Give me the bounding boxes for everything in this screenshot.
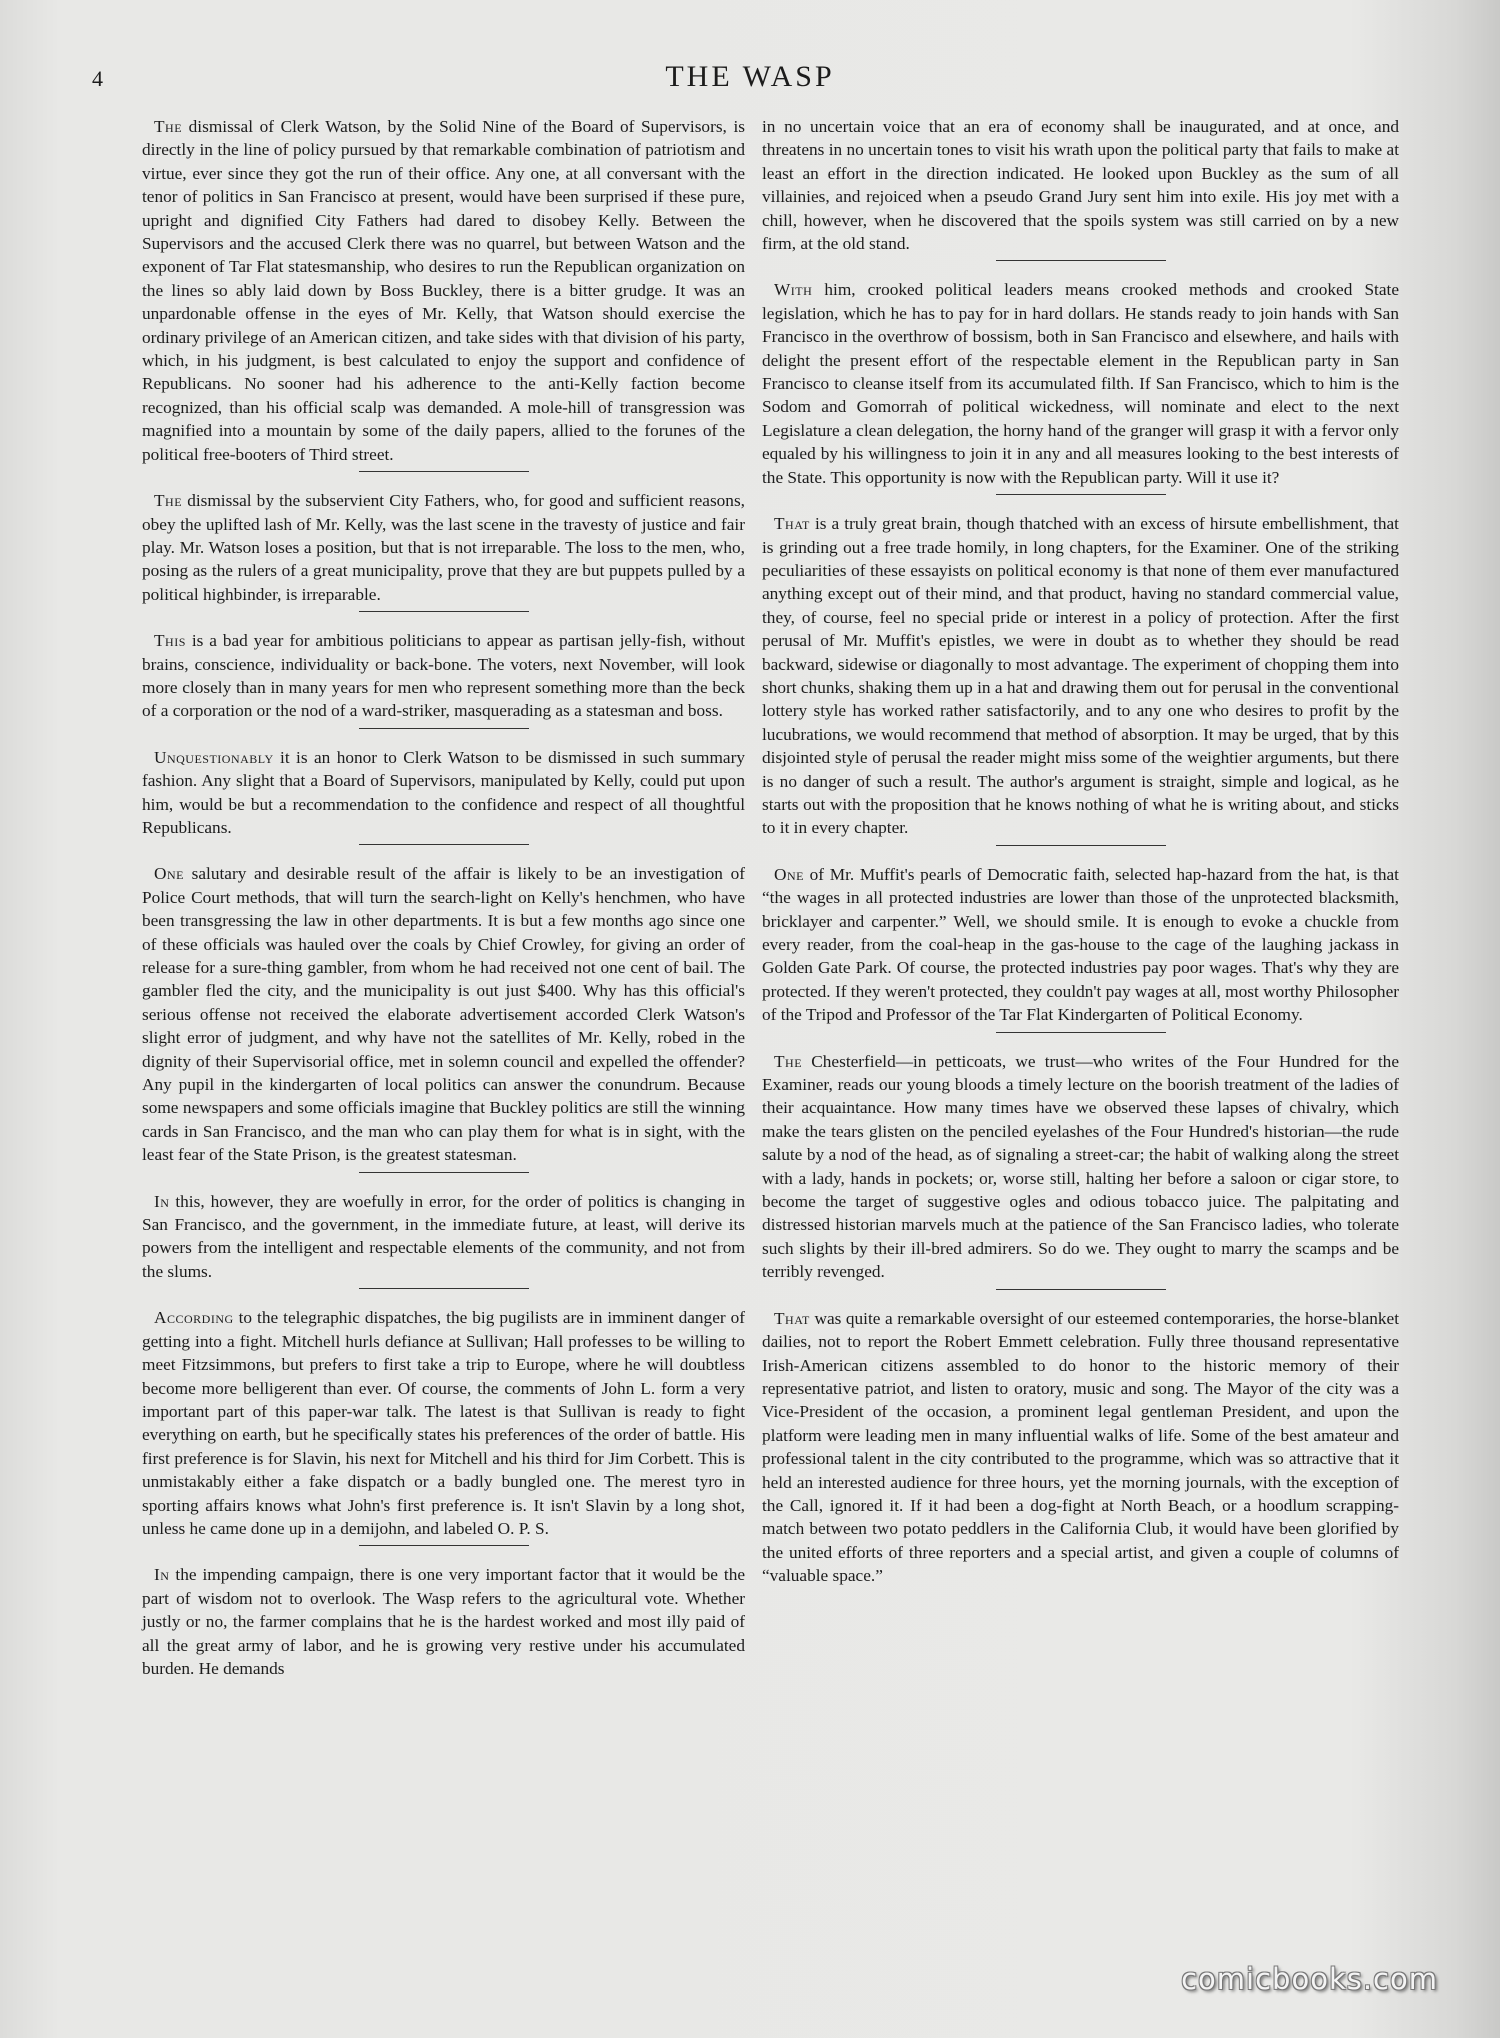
- paragraph-lead: With: [774, 280, 813, 300]
- paragraph-text: is a bad year for ambitious politicians to appear as partisan jelly-fish, without brains, conscience, individuality or back-bone. The voters, next November, will look more closely than in many years for men who represent something more than the beck of a corporation or the nod of a ward-striker, masquerading as a statesman and boss.: [142, 631, 745, 721]
- paragraph-text: was quite a remarkable oversight of our esteemed contemporaries, the horse-blanket dailies, not to report the Robert Emmett celebration. Fully three thousand representative Irish-American citizens assembled to do honor to the historic memory of their representative patriot, and listen to oratory, music and song. The Mayor of the city was a Vice-President of the occasion, a prominent legal gentleman President, and upon the platform were leading men in many influential walks of life. Some of the best amateur and professional talent in the city contributed to the programme, which was so attractive that it held an interested audience for three hours, yet the morning journals, with the exception of the Call, ignored it. If it had been a dog-fight at North Beach, or a hoodlum scrapping-match between two potato peddlers in the California Club, it would have been glorified by the united efforts of three reporters and a special artist, and given a couple of columns of “valuable space.”: [762, 1308, 1399, 1586]
- paragraph-text: dismissal by the subservient City Fathers, who, for good and sufficient reasons, obey the uplifted lash of Mr. Kelly, was the last scene in the travesty of justice and fair play. Mr. Watson loses a position, but that is not irreparable. The loss to the men, who, posing as the rulers of a great municipality, prove that they are but puppets pulled by a political highbinder, is irreparable.: [142, 491, 745, 604]
- paragraph-text: in no uncertain voice that an era of economy shall be inaugurated, and at once, and threatens in no uncertain tones to visit his wrath upon the political party that fails to make at least an effort in the direction indicated. He looked upon Buckley as the sum of all villainies, and rejoiced when a pseudo Grand Jury sent him into exile. His joy met with a chill, however, when he discovered that the spoils system was still carried on by a new firm, at the old stand.: [762, 117, 1399, 254]
- paragraph-lead: That: [774, 514, 810, 534]
- paragraph: [142, 1306, 745, 1540]
- paragraph-text: him, crooked political leaders means crooked methods and crooked State legislation, which he has to pay for in hard dollars. He stands ready to join hands with San Francisco in the overthrow of bossism, both in San Francisco and elsewhere, and hails with delight the present effort of the respectable element in the Republican party in San Francisco to cleanse itself from its accumulated filth. If San Francisco, which to him is the Sodom and Gomorrah of political wickedness, will nominate and elect to the next Legislature a clean delegation, the horny hand of the granger will grasp it with a fervor only equaled by his willingness to join it in any and all measures looking to the best interests of the State. This opportunity is now with the Republican party. Will it use it?: [762, 280, 1399, 487]
- section-rule: [996, 260, 1166, 261]
- paragraph: [142, 746, 745, 840]
- paragraph: [142, 862, 745, 1166]
- paragraph-text: salutary and desirable result of the affair is likely to be an investigation of Police Court methods, that will turn the search-light on Kelly's henchmen, who have been transgressing the law in other departments. It is but a few months ago since one of these officials was hauled over the coals by Chief Crowley, for giving an order of release for a sure-thing gambler, from whom he had received not one cent of bail. The gambler fled the city, and the municipality is out just $400. Why has this official's serious offense not received the elaborate advertisement accorded Clerk Watson's slight error of judgment, and why have not the satellites of Mr. Kelly, robed in the dignity of their Supervisorial office, met in solemn council and expelled the offender? Any pupil in the kindergarten of local politics can answer the conundrum. Because some newspapers and some officials imagine that Buckley politics are still the winning cards in San Francisco, and the man who can play them for what is in sight, with the least fear of the State Prison, is the greatest statesman.: [142, 864, 745, 1165]
- paragraph: [142, 1190, 745, 1284]
- masthead: THE WASP: [665, 60, 835, 93]
- section-rule: [359, 1288, 529, 1289]
- paragraph: [142, 629, 745, 723]
- paragraph-text: dismissal of Clerk Watson, by the Solid Nine of the Board of Supervisors, is directly in the line of policy pursued by that remarkable combination of patriotism and virtue, ever since they got the run of their office. Any one, at all conversant with the tenor of politics in San Francisco at present, would have been surprised if these pure, upright and dignified City Fathers had dared to disobey Kelly. Between the Supervisors and the accused Clerk there was no quarrel, but between Watson and the exponent of Tar Flat statesmanship, who desires to run the Republican organization on the lines so ably laid down by Boss Buckley, there is a bitter grudge. It was an unpardonable offense in the eyes of Mr. Kelly, that Watson should exercise the ordinary privilege of an American citizen, and take sides with that division of his party, which, in his judgment, is best calculated to enjoy the support and confidence of Republicans. No sooner had his adherence to the anti-Kelly faction become recognized, than his official scalp was demanded. A mole-hill of transgression was magnified into a mountain by some of the daily papers, allied to the forunes of the political free-booters of Third street.: [142, 117, 745, 464]
- section-rule: [996, 494, 1166, 495]
- paragraph-lead: One: [154, 864, 184, 884]
- paragraph-text: this, however, they are woefully in error, for the order of politics is changing in San Francisco, and the government, in the immediate future, at least, will derive its powers from the intelligent and respectable elements of the community, and not from the slums.: [142, 1191, 745, 1281]
- paragraph-lead: The: [154, 117, 183, 136]
- paragraph-text: is a truly great brain, though thatched with an excess of hirsute embellishment, that is grinding out a free trade homily, in long chapters, for the Examiner. One of the striking peculiarities of these essayists on political economy is that none of them ever manufactured anything except out of their mind, and that product, having no standard commercial value, they, of course, feel no special pride or interest in a policy of protection. After the first perusal of Mr. Muffit's epistles, we were in doubt as to whether they should be read backward, sidewise or diagonally to most advantage. The experiment of chopping them into short chunks, shaking them up in a hat and drawing them out for perusal in the conventional lottery style has worked rather satisfactorily, and to any one who desires to profit by the lucubrations, we would recommend that method of absorption. It may be urged, that by this disjointed style of perusal the reader might miss some of the weightier arguments, but there is no danger of such a result. The author's argument is straight, simple and logical, as he starts out with the proposition that he knows nothing of what he is writing about, and sticks to it in every chapter.: [762, 514, 1399, 838]
- paragraph-lead: The: [774, 1051, 803, 1071]
- paragraph: [762, 115, 1399, 255]
- section-rule: [359, 1172, 529, 1173]
- paragraph-lead: In: [154, 1565, 170, 1585]
- page-number: 4: [92, 66, 103, 91]
- paragraph-text: of Mr. Muffit's pearls of Democratic faith, selected hap-hazard from the hat, is that “the wages in all protected industries are lower than those of the unprotected blacksmith, bricklayer and carpenter.” Well, we should smile. It is enough to evoke a chuckle from every reader, from the coal-heap in the gas-house to the cage of the laughing jackass in Golden Gate Park. Of course, the protected industries pay poor wages. That's why they are protected. If they weren't protected, they couldn't pay wages at all, most worthy Philosopher of the Tripod and Professor of the Tar Flat Kindergarten of Political Economy.: [762, 864, 1399, 1025]
- section-rule: [359, 611, 529, 612]
- paragraph: [762, 863, 1399, 1027]
- section-rule: [996, 845, 1166, 846]
- site-watermark: comicbooks.com: [1181, 1962, 1438, 1996]
- section-rule: [359, 844, 529, 845]
- paragraph-lead: In: [154, 1191, 170, 1211]
- paragraph-lead: That: [774, 1308, 810, 1328]
- paragraph-lead: The: [154, 491, 183, 511]
- right-column: [762, 115, 1399, 1588]
- paragraph: [762, 1307, 1399, 1588]
- paragraph-lead: According: [154, 1308, 234, 1328]
- left-column: [142, 115, 745, 1680]
- paragraph: [762, 278, 1399, 489]
- section-rule: [359, 728, 529, 729]
- section-rule: [996, 1289, 1166, 1290]
- paragraph-lead: One: [774, 864, 804, 884]
- paragraph: [142, 115, 745, 466]
- paragraph: [142, 1563, 745, 1680]
- paragraph-text: Chesterfield—in petticoats, we trust—who writes of the Four Hundred for the Examiner, reads our young bloods a timely lecture on the boorish treatment of the ladies of their acquaintance. How many times have we observed these lapses of chivalry, which make the tears glisten on the penciled eyelashes of the Four Hundred's historian—the rude salute by a nod of the head, as of signaling a street-car; the habit of walking along the street with a lady, hands in pockets; or, worse still, halting her before a saloon or cigar store, to become the target of suggestive ogles and odious tobacco juice. The palpitating and distressed historian marvels much at the patience of the San Francisco ladies, who tolerate such slights by their ill-bred admirers. So do we. They ought to marry the scamps and be terribly revenged.: [762, 1051, 1399, 1282]
- section-rule: [359, 1545, 529, 1546]
- paragraph: [762, 512, 1399, 840]
- paragraph-lead: This: [154, 631, 186, 651]
- paragraph-text: to the telegraphic dispatches, the big pugilists are in imminent danger of getting into a fight. Mitchell hurls defiance at Sullivan; Hall professes to be willing to meet Fitzsimmons, but prefers to first take a trip to Europe, where he will doubtless become more belligerent than ever. Of course, the comments of John L. form a very important part of this paper-war talk. The latest is that Sullivan is ready to fight everything on earth, but he specifically states his preferences of the order of battle. His first preference is for Slavin, his next for Mitchell and his third for Jim Corbett. This is unmistakably either a fake dispatch or a badly bungled one. The merest tyro in sporting affairs knows what John's first preference is. It isn't Slavin by a long shot, unless he came done up in a demijohn, and labeled O. P. S.: [142, 1308, 745, 1538]
- section-rule: [359, 471, 529, 472]
- paragraph: [142, 489, 745, 606]
- paragraph-text: it is an honor to Clerk Watson to be dismissed in such summary fashion. Any slight that a Board of Supervisors, manipulated by Kelly, could put upon him, would be but a recommendation to the confidence and respect of all thoughtful Republicans.: [142, 747, 745, 837]
- paragraph: [762, 1050, 1399, 1284]
- paragraph-text: the impending campaign, there is one very important factor that it would be the part of wisdom not to overlook. The Wasp refers to the agricultural vote. Whether justly or no, the farmer complains that he is the hardest worked and most illy paid of all the great army of labor, and he is growing very restive under his accumulated burden. He demands: [142, 1565, 745, 1678]
- paragraph-lead: Unquestionably: [154, 747, 274, 767]
- section-rule: [996, 1032, 1166, 1033]
